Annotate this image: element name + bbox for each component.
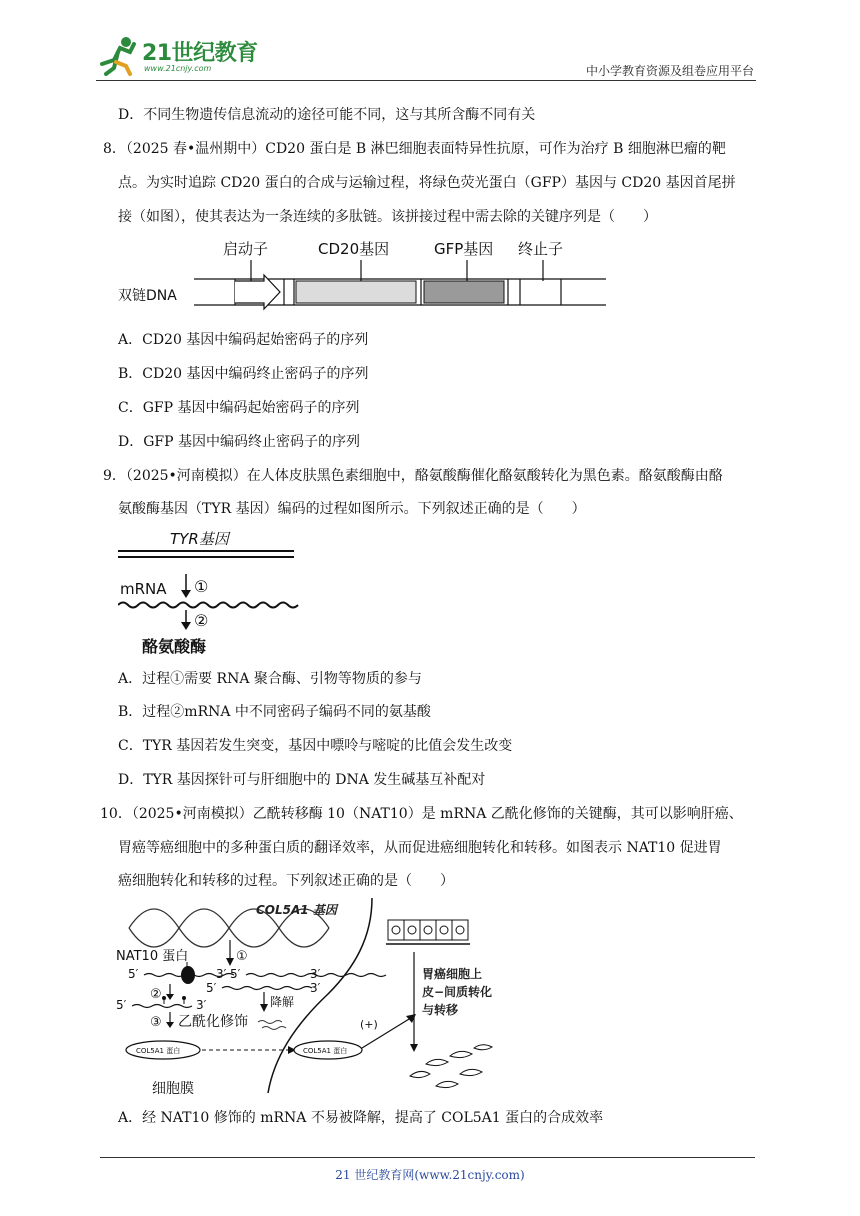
five-prime-4: 5′ bbox=[116, 998, 127, 1012]
q8-option-c: C．GFP 基因中编码起始密码子的序列 bbox=[118, 400, 360, 416]
q9-option-c: C．TYR 基因若发生突变，基因中嘌呤与嘧啶的比值会发生改变 bbox=[118, 738, 513, 754]
dna-row-label: 双链DNA bbox=[118, 288, 177, 304]
step1-label: ① bbox=[194, 577, 209, 596]
q8-option-b: B．CD20 基因中编码终止密码子的序列 bbox=[118, 366, 369, 382]
nat10-label: NAT10 蛋白 bbox=[116, 949, 189, 964]
q8-stem-line3: 接（如图），使其表达为一条连续的多肽链。该拼接过程中需去除的关键序列是（ ） bbox=[118, 209, 657, 225]
protein-label-2: COL5A1 蛋白 bbox=[303, 1047, 348, 1055]
col5a1-gene-label: COL5A1 基因 bbox=[256, 903, 337, 917]
right-text-3: 与转移 bbox=[422, 1003, 459, 1017]
site-logo[interactable] bbox=[96, 34, 266, 78]
platform-title: 中小学教育资源及组卷应用平台 bbox=[585, 64, 754, 78]
five-prime-1: 5′ bbox=[128, 967, 139, 981]
degrade-label: 降解 bbox=[270, 995, 295, 1009]
step2-label: ② bbox=[150, 987, 162, 1002]
page-footer[interactable]: 21 世纪教育网(www.21cnjy.com) bbox=[335, 1168, 525, 1182]
q9-stem-line1: 9．（2025•河南模拟）在人体皮肤黑色素细胞中，酪氨酸酶催化酪氨酸转化为黑色素。酪氨酸酶由酪 bbox=[103, 468, 723, 484]
mesenchymal-cells-icon bbox=[410, 1045, 492, 1088]
tyr-gene-label: TYR基因 bbox=[170, 530, 229, 548]
q8-stem-line2: 点。为实时追踪 CD20 蛋白的合成与运输过程，将绿色荧光蛋白（GFP）基因与 CD20 基因首尾拼 bbox=[118, 175, 736, 191]
footer-rule bbox=[100, 1157, 755, 1158]
header-rule bbox=[96, 80, 756, 81]
three-prime-2: 3′ bbox=[310, 967, 321, 981]
terminator-label: 终止子 bbox=[518, 240, 564, 258]
right-text-1: 胃癌细胞上 bbox=[422, 967, 483, 981]
protein-label-1: COL5A1 蛋白 bbox=[136, 1047, 181, 1055]
enzyme-label: 酪氨酸酶 bbox=[142, 637, 207, 656]
three-prime-4: 3′ bbox=[196, 998, 207, 1012]
three-prime-3: 3′ bbox=[310, 981, 321, 995]
logo-url: www.21cnjy.com bbox=[144, 64, 212, 73]
q9-option-a: A．过程①需要 RNA 聚合酶、引物等物质的参与 bbox=[118, 671, 422, 687]
q8-option-d: D．GFP 基因中编码终止密码子的序列 bbox=[118, 434, 360, 450]
logo-text: 21世纪教育 bbox=[142, 41, 258, 66]
gfp-label: GFP基因 bbox=[434, 240, 494, 258]
page-header bbox=[96, 34, 756, 80]
q9-stem-line2: 氨酸酶基因（TYR 基因）编码的过程如图所示。下列叙述正确的是（ ） bbox=[118, 501, 586, 517]
epithelial-cells-icon bbox=[386, 920, 470, 944]
gfp-gene-block bbox=[424, 281, 504, 303]
q8-option-a: A．CD20 基因中编码起始密码子的序列 bbox=[118, 332, 369, 348]
membrane-label: 细胞膜 bbox=[152, 1081, 194, 1097]
step1-label: ① bbox=[236, 949, 248, 964]
q10-stem-line2: 胃癌等癌细胞中的多种蛋白质的翻译效率，从而促进癌细胞转化和转移。如图表示 NAT10 促进胃 bbox=[118, 840, 722, 856]
q8-dna-figure bbox=[118, 232, 618, 314]
acetyl-label: 乙酰化修饰 bbox=[178, 1014, 248, 1030]
promoter-label: 启动子 bbox=[223, 240, 269, 258]
q10-option-a: A．经 NAT10 修饰的 mRNA 不易被降解，提高了 COL5A1 蛋白的合成效率 bbox=[118, 1110, 604, 1126]
mrna-wave bbox=[118, 603, 298, 608]
q9-option-d: D．TYR 基因探针可与肝细胞中的 DNA 发生碱基互补配对 bbox=[118, 772, 486, 788]
runner-icon bbox=[96, 34, 140, 78]
step2-label: ② bbox=[194, 611, 209, 630]
q10-stem-line1: 10．（2025•河南模拟）乙酰转移酶 10（NAT10）是 mRNA 乙酰化修饰的关键酶，其可以影响肝癌、 bbox=[100, 806, 743, 822]
q9-option-b: B．过程②mRNA 中不同密码子编码不同的氨基酸 bbox=[118, 704, 431, 720]
q9-tyr-figure bbox=[118, 526, 303, 660]
step3-label: ③ bbox=[150, 1015, 162, 1030]
promoter-arrow-icon bbox=[235, 275, 280, 309]
right-text-2: 皮−间质转化 bbox=[422, 985, 493, 999]
mrna-label: mRNA bbox=[120, 580, 167, 598]
q10-nat10-figure bbox=[114, 898, 514, 1098]
five-prime-2: 5′ bbox=[230, 967, 241, 981]
cd20-label: CD20基因 bbox=[318, 240, 390, 258]
three-prime-1: 3′ bbox=[216, 967, 227, 981]
q8-stem-line1: 8．（2025 春•温州期中）CD20 蛋白是 B 淋巴细胞表面特异性抗原，可作为治疗 B 细胞淋巴瘤的靶 bbox=[103, 141, 726, 157]
five-prime-3: 5′ bbox=[206, 981, 217, 995]
step2-arrow-icon bbox=[181, 622, 191, 630]
cd20-gene-block bbox=[296, 281, 416, 303]
q7-option-d: D．不同生物遗传信息流动的途径可能不同，这与其所含酶不同有关 bbox=[118, 107, 536, 123]
q10-stem-line3: 癌细胞转化和转移的过程。下列叙述正确的是（ ） bbox=[118, 873, 454, 889]
plus-label: (+) bbox=[360, 1018, 378, 1031]
step1-arrow-icon bbox=[181, 590, 191, 598]
